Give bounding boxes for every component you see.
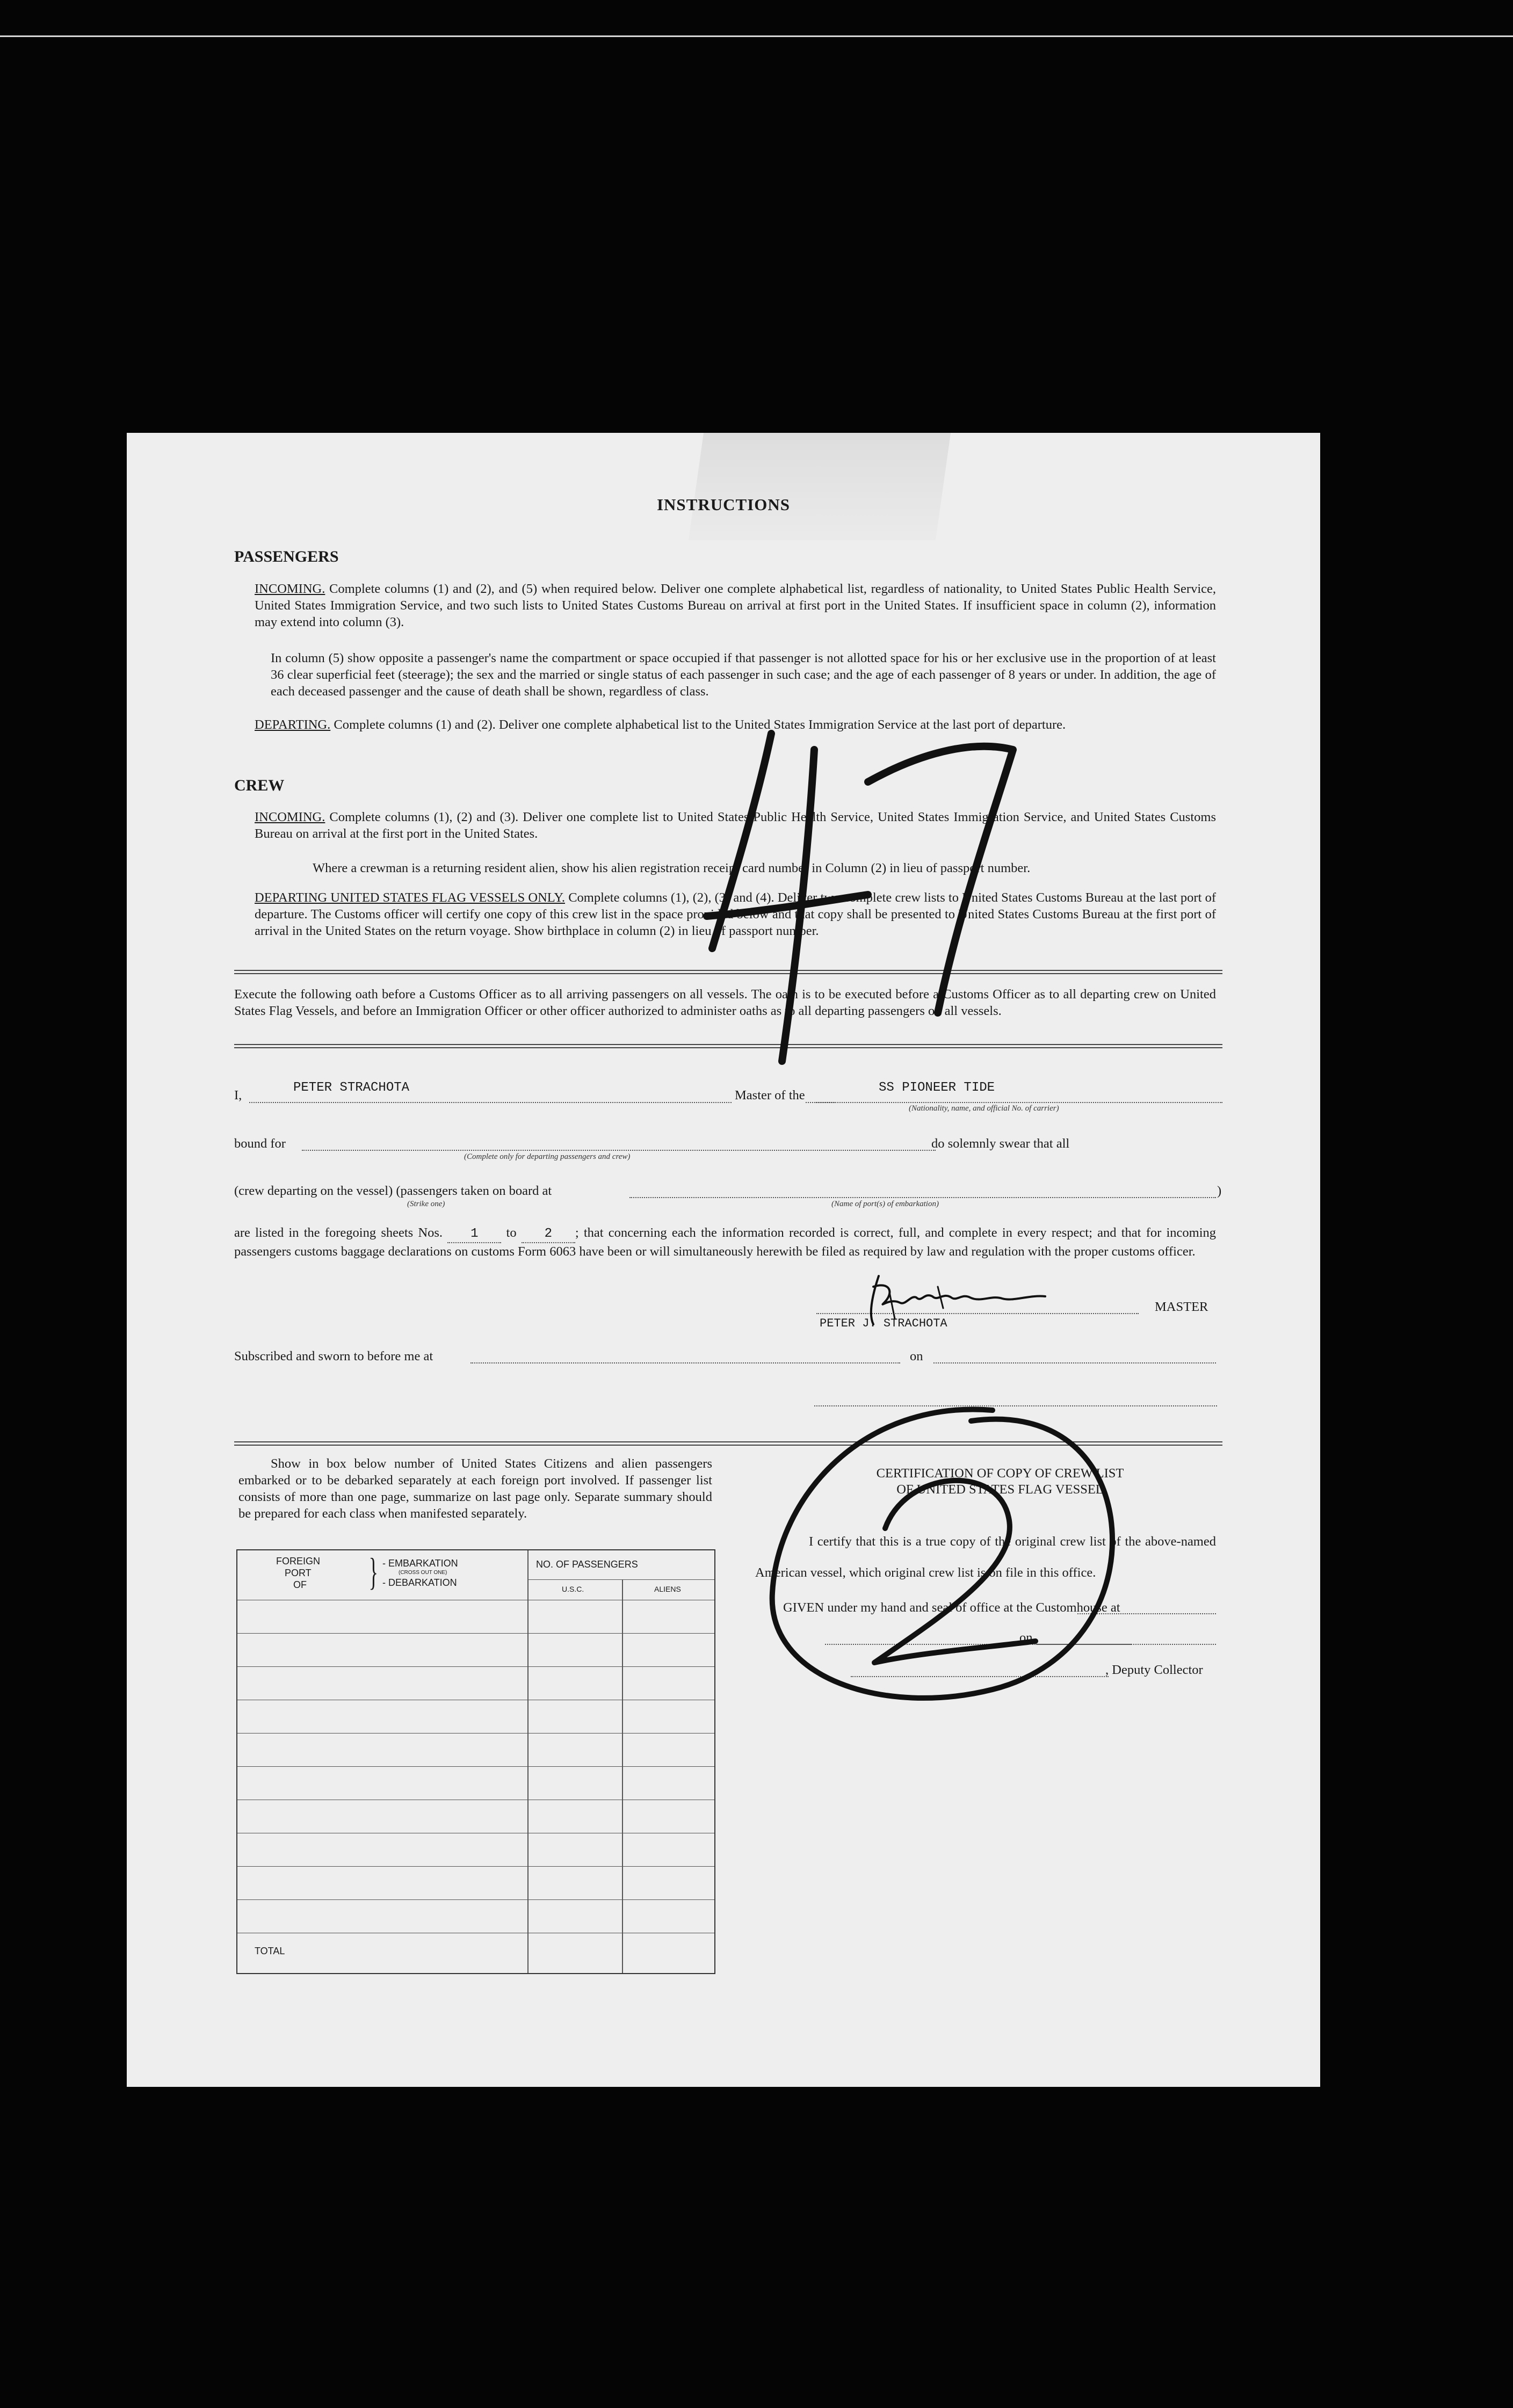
given-paragraph: GIVEN under my hand and seal of office at the Customhouse at <box>783 1600 1120 1615</box>
deputy-collector-label: , Deputy Collector <box>1105 1663 1203 1677</box>
table-subheader-rule <box>527 1579 714 1580</box>
no-passengers-label: NO. OF PASSENGERS <box>536 1559 638 1570</box>
cross-out-caption: (CROSS OUT ONE) <box>399 1570 447 1576</box>
sheets-label: are listed in the foregoing sheets Nos. <box>234 1225 443 1240</box>
passengers-heading: PASSENGERS <box>234 548 339 565</box>
master-name-value: PETER STRACHOTA <box>293 1080 410 1095</box>
bound-for-label: bound for <box>234 1136 286 1151</box>
vessel-value: SS PIONEER TIDE <box>879 1080 995 1095</box>
passengers-incoming-label: INCOMING. <box>255 582 325 596</box>
vessel-caption: (Nationality, name, and official No. of carrier) <box>909 1104 1059 1113</box>
crew-departing-text: (crew departing on the vessel) (passengers taken on board at <box>234 1184 552 1198</box>
table-row-rule <box>237 1666 714 1667</box>
aliens-label: ALIENS <box>654 1585 681 1593</box>
passenger-summary-table <box>236 1549 715 1974</box>
subscribed-place-line <box>470 1362 900 1363</box>
subscribed-label: Subscribed and sworn to before me at <box>234 1349 433 1363</box>
subscribed-on-label: on <box>910 1349 923 1363</box>
summary-instructions: Show in box below number of United States Citizens and alien passengers embarked or to be debarked separately at each foreign port involved. If passenger list consists of more than one page, summarize on last page only. Separate summary should be prepared for each class when manifested separately. <box>238 1456 712 1521</box>
form-page <box>127 433 1320 2087</box>
usc-label: U.S.C. <box>562 1585 584 1593</box>
film-edge-line <box>0 35 1513 37</box>
passengers-departing-label: DEPARTING. <box>255 717 331 732</box>
passengers-incoming-text: Complete columns (1) and (2), and (5) when required below. Deliver one complete alphabetical list, regardless of nationality, to United States Public Health Service, United States Immigration Service, and two such lists to United States Customs Bureau on arrival at first port in the United States. If insufficient space in column (2), information may extend into column (3). <box>255 582 1217 629</box>
table-divider-port <box>527 1550 529 1973</box>
oath-intro-paragraph: Execute the following oath before a Customs Officer as to all arriving passengers on all vessels. The oath is to be executed before a Customs Officer as to all departing crew on United States Flag Vessels, and before an Immigration Officer or other officer authorized to administer oaths as to all departing passengers on all vessels. <box>234 987 1216 1018</box>
tape-mark <box>689 433 951 540</box>
certify-paragraph: I certify that this is a true copy of the original crew list of the above-named American vessel, which original crew list is on file in this office. <box>755 1534 1216 1580</box>
crew-heading: CREW <box>234 777 285 794</box>
master-of-label: Master of the <box>733 1087 805 1104</box>
embarkation-label: - EMBARKATION <box>382 1558 458 1569</box>
embarkation-port-caption: (Name of port(s) of embarkation) <box>831 1200 939 1208</box>
sheets-paragraph <box>234 1224 1216 1260</box>
col-port-label: PORT <box>285 1568 312 1578</box>
sheet-to-value: 2 <box>522 1225 575 1243</box>
master-signature <box>857 1271 1051 1330</box>
table-row-rule <box>237 1899 714 1900</box>
sheet-from-value: 1 <box>447 1225 501 1243</box>
table-divider-aliens <box>622 1579 623 1973</box>
brace: } <box>368 1550 378 1593</box>
master-label: MASTER <box>1155 1300 1208 1314</box>
oath-i-label: I, <box>234 1088 242 1103</box>
crew-incoming-label: INCOMING. <box>255 810 325 824</box>
subscribed-date-line <box>933 1362 1216 1363</box>
given-on-label: on <box>1016 1629 1036 1646</box>
strike-one-caption: (Strike one) <box>407 1200 445 1208</box>
passengers-incoming-paragraph <box>255 581 1216 630</box>
table-row-rule <box>237 1633 714 1634</box>
col-foreign-label: FOREIGN <box>276 1556 321 1566</box>
close-paren: ) <box>1217 1184 1222 1198</box>
bound-for-caption: (Complete only for departing passengers and crew) <box>464 1152 631 1161</box>
vessel-line <box>814 1101 1222 1103</box>
certification-heading-1: CERTIFICATION OF COPY OF CREW LIST <box>876 1466 1124 1481</box>
table-row-rule <box>237 1733 714 1734</box>
table-row-rule <box>237 1766 714 1767</box>
handwritten-page-number <box>691 669 1024 1067</box>
certification-heading-2: OF UNITED STATES FLAG VESSEL <box>896 1482 1104 1497</box>
typed-signature: PETER J. STRACHOTA <box>820 1317 947 1330</box>
column5-paragraph: In column (5) show opposite a passenger's name the compartment or space occupied if that passenger is not allotted space for his or her exclusive use in the proportion of at least 36 clear superficial feet (steerage); the sex and the married or single status of each passenger in such case; and the age of each passenger of 8 years or under. In addition, the age of each deceased passenger and the cause of death shall be shown, regardless of class. <box>271 651 1216 699</box>
table-row-rule <box>237 1866 714 1867</box>
crew-incoming-text: Complete columns (1), (2) and (3). Deliver one complete list to United States Public Health Service, United States Immigration Service, and United States Customs Bureau on arrival at the first port in the United States. <box>255 810 1216 841</box>
crew-resident-paragraph: Where a crewman is a returning resident alien, show his alien registration receipt card number in Column (2) in lieu of passport number. <box>313 861 1031 875</box>
col-of-label: OF <box>293 1579 307 1590</box>
crew-departing-label: DEPARTING UNITED STATES FLAG VESSELS ONLY. <box>255 890 565 905</box>
handwritten-circled-number <box>745 1389 1132 1722</box>
passengers-departing-text: Complete columns (1) and (2). Deliver one complete alphabetical list to the United States Immigration Service at the last port of departure. <box>334 717 1066 732</box>
sheets-to-label: to <box>506 1225 517 1240</box>
page-title: INSTRUCTIONS <box>656 495 790 514</box>
total-label: TOTAL <box>255 1946 285 1956</box>
swear-text: do solemnly swear that all <box>931 1136 1070 1151</box>
crew-departing-text: Complete columns (1), (2), (3) and (4). Deliver two complete crew lists to United States Customs Bureau at the last port of departure. The Customs officer will certify one copy of this crew list in the space provided below and that copy shall be presented to United States Customs Bureau at the first port of arrival in the United States on the return voyage. Show birthplace in column (2) in lieu of passport number. <box>255 890 1216 938</box>
debarkation-label: - DEBARKATION <box>382 1577 457 1588</box>
bound-for-line <box>302 1149 936 1151</box>
sheets-statement: ; that concerning each the information recorded is correct, full, and complete in every respect; and that for incoming passengers customs baggage declarations on customs Form 6063 have been or will simultaneously herewith be filed as required by law and regulation with the proper customs officer. <box>234 1225 1217 1259</box>
embarkation-port-line <box>629 1196 1216 1198</box>
